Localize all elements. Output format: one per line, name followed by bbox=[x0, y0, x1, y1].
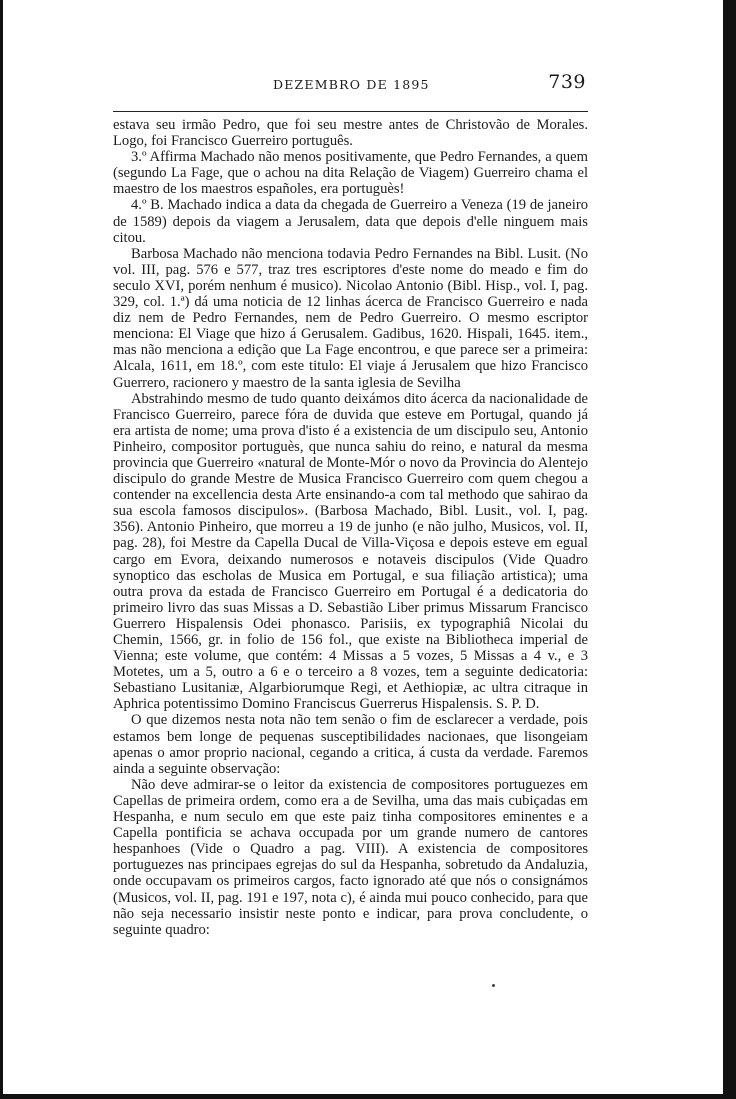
page-number: 739 bbox=[548, 71, 586, 93]
body-text bbox=[113, 117, 588, 938]
scan-speck bbox=[492, 984, 495, 987]
running-title: DEZEMBRO DE 1895 bbox=[273, 77, 430, 92]
scan-border-left bbox=[0, 0, 3, 1099]
running-head bbox=[113, 68, 588, 98]
paragraph: 4.º B. Machado indica a data da chegada de Guerreiro a Veneza (19 de janeiro de 1589) depois da viagem a Jerusalem, data que depois d'elle ninguem mais citou. bbox=[113, 197, 588, 246]
paragraph: Não deve admirar-se o leitor da existencia de compositores portuguezes em Capellas de primeira ordem, como era a de Sevilha, uma das mais cubiçadas em Hespanha, e num seculo em que este paiz tinha compositores eminentes e a Capella pontificia se achava occupada por um grande numero de cantores hespanhoes (Vide o Quadro a pag. VIII). A existencia de compositores portuguezes nas principaes egrejas do sul da Hespanha, sobretudo da Andaluzia, onde occupavam os primeiros cargos, facto ignorado até que nós o consignámos (Musicos, vol. II, pag. 191 e 197, nota c), é ainda mui pouco conhecido, para que não seja necessario insistir neste ponto e indicar, para prova concludente, o seguinte quadro: bbox=[113, 776, 588, 938]
scan-border-right bbox=[723, 0, 736, 1099]
scan-border-bottom bbox=[0, 1094, 736, 1099]
header-rule bbox=[113, 111, 588, 112]
paragraph: Abstrahindo mesmo de tudo quanto deixámos dito ácerca da nacionalidade de Francisco Guerreiro, parece fóra de duvida que esteve em Portugal, quando já era artista de nome; uma prova d'isto é a existencia de um discipulo seu, Antonio Pinheiro, compositor portuguès, que nunca sahiu do reino, e natural da mesma provincia que Guerreiro «natural de Monte-Mór o novo da Provincia do Alentejo discipulo do grande Mestre de Musica Francisco Guerreiro com quem chegou a contender na excellencia desta Arte ensinando-a com tal methodo que sahirao da sua escola famosos discipulos». (Barbosa Machado, Bibl. Lusit., vol. I, pag. 356). Antonio Pinheiro, que morreu a 19 de junho (e não julho, Musicos, vol. II, pag. 28), foi Mestre da Capella Ducal de Villa-Viçosa e depois esteve em egual cargo em Evora, deixando numerosos e notaveis discipulos (Vide Quadro synoptico das escholas de Musica em Portugal, e sua filiação artistica); uma outra prova da estada de Francisco Guerreiro em Portugal é a dedicatoria do primeiro livro das suas Missas a D. Sebastião Liber primus Missarum Francisco Guerrero Hispalensis Odei phonasco. Parisiis, ex typographiâ Nicolai du Chemin, 1566, gr. in folio de 156 fol., que existe na Bibliotheca imperial de Vienna; este volume, que contém: 4 Missas a 5 vozes, 5 Missas a 4 v., e 3 Motetes, um a 5, outro a 6 e o terceiro a 8 vozes, tem a seguinte dedicatoria: Sebastiano Lusitaniæ, Algarbiorumque Regi, et Aethiopiæ, ac ultra citraque in Aphrica potentissimo Domino Franciscus Guerrerus Hispalensis. S. P. D. bbox=[113, 390, 588, 713]
paragraph: estava seu irmão Pedro, que foi seu mestre antes de Christovão de Morales. Logo, foi Francisco Guerreiro português. bbox=[113, 117, 588, 150]
paragraph: Barbosa Machado não menciona todavia Pedro Fernandes na Bibl. Lusit. (No vol. III, pag. 576 e 577, traz tres escriptores d'este nome do meado e fim do seculo XVI, porém nenhum é musico). Nicolao Antonio (Bibl. Hisp., vol. I, pag. 329, col. 1.ª) dá uma noticia de 12 linhas ácerca de Francisco Guerreiro e nada diz nem de Pedro Fernandes, nem de Pedro Guerreiro. O mesmo escriptor menciona: El Viage que hizo á Gerusalem. Gadibus, 1620. Hispali, 1645. item., mas não menciona a edição que La Fage encontrou, e que parece ser a primeira: Alcala, 1611, em 18.º, com este titulo: El viaje á Jerusalem que hizo Francisco Guerrero, racionero y maestro de la santa iglesia de Sevilha bbox=[113, 245, 588, 391]
paragraph: 3.º Affirma Machado não menos positivamente, que Pedro Fernandes, a quem (segundo La Fage, que o achou na dita Relação de Viagem) Guerreiro chama el maestro de los maestros españoles, era portuguès! bbox=[113, 149, 588, 198]
paragraph: O que dizemos nesta nota não tem senão o fim de esclarecer a verdade, pois estamos bem longe de pequenas susceptibilidades nacionaes, que lisongeiam apenas o amor proprio nacional, cegando a critica, á custa da verdade. Faremos ainda a seguinte observação: bbox=[113, 712, 588, 777]
